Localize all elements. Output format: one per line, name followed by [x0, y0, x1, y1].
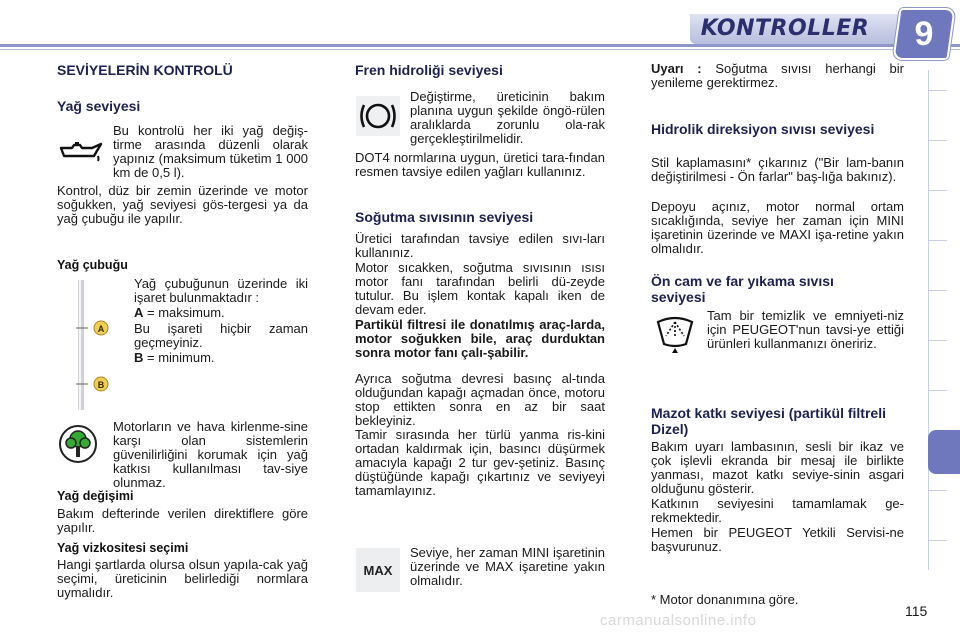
- chapter-badge: [892, 8, 955, 60]
- oil-level-heading: Yağ seviyesi: [57, 98, 141, 114]
- brake-fluid-text-2: DOT4 normlarına uygun, üretici tara-fından resmen tavsiye edilen yağları kullanınız.: [355, 150, 605, 179]
- diesel-additive-text-3: Hemen bir PEUGEOT Yetkili Servisi-ne başvurunuz.: [651, 525, 904, 554]
- diesel-additive-text-2: Katkının seviyesini tamamlamak ge-rekmektedir.: [651, 496, 904, 525]
- oil-change-heading: Yağ değişimi: [57, 489, 134, 503]
- coolant-particle-filter-warning: Partikül filtresi ile donatılmış araç-larda, motor soğukken bile, araç durduktan sonra motor fanı çalı-şabilir.: [355, 317, 605, 360]
- coolant-text-1: Üretici tarafından tavsiye edilen sıvı-ları kullanınız.: [355, 231, 605, 260]
- coolant-warning-note: Uyarı : Soğutma sıvısı herhangi bir yenileme gerektirmez.: [651, 61, 905, 90]
- footnote: * Motor donanımına göre.: [651, 592, 799, 607]
- side-chapter-tab[interactable]: [928, 430, 960, 474]
- watermark: carmanualsonline.info: [600, 612, 757, 629]
- washer-fluid-heading: Ön cam ve far yıkama sıvısı seviyesi: [651, 273, 834, 305]
- dipstick-min-line: B = minimum.: [134, 350, 215, 365]
- brake-warning-icon: [356, 96, 400, 136]
- section-title: SEVİYELERİN KONTROLÜ: [57, 62, 233, 78]
- coolant-text-2: Motor sıcakken, soğutma sıvısının ısısı motor fanı tarafından belirli dü-zeyde tutulur. Bu işlem kontak kapalı iken de devam eder.: [355, 260, 605, 317]
- dipstick-image: [70, 280, 112, 410]
- coolant-text-4: Ayrıca soğutma devresi basınç al-tında olduğundan kapağı açmadan önce, motoru stop ettikten sonra en az bir saat bekleyiniz.: [355, 371, 605, 428]
- dipstick-mark-a: A: [97, 324, 105, 334]
- washer-fluid-text: Tam bir temizlik ve emniyeti-niz için PEUGEOT'nun tavsi-ye ettiği ürünleri kullanmanızı öneririz.: [707, 308, 904, 351]
- header-rule: [0, 44, 960, 47]
- power-steering-text-1: Stil kaplamasını* çıkarınız ("Bir lam-banın değiştirilmesi - Ön farlar" baş-lığa bakınız).: [651, 155, 904, 184]
- viscosity-heading: Yağ vizkositesi seçimi: [57, 541, 189, 555]
- max-label-image: [356, 548, 400, 592]
- dipstick-text-1: Yağ çubuğunun üzerinde iki işaret bulunmaktadır :: [134, 276, 308, 305]
- chapter-number: 9: [914, 15, 934, 53]
- dipstick-heading: Yağ çubuğu: [57, 258, 128, 272]
- page-number: 115: [905, 603, 928, 619]
- coolant-heading: Soğutma sıvısının seviyesi: [355, 209, 534, 225]
- oil-change-text: Bakım defterinde verilen direktiflere göre yapılır.: [57, 506, 308, 535]
- coolant-text-5: Tamir sırasında her türlü yanma ris-kini ortadan kaldırmak için, basıncı düşürmek amacıyla kapağı 2 tur gev-şetiniz. Basınç düştüğünde kapağı çıkartınız ve seviyeyi tamamlayınız.: [355, 427, 605, 498]
- max-label-text: MAX: [363, 563, 393, 578]
- environment-tree-icon: [58, 424, 98, 464]
- brake-fluid-text-1: Değiştirme, üreticinin bakım planına uygun şekilde öngö-rülen aralıklarda zorunlu ola-rak gerçekleştirilmelidir.: [410, 89, 605, 146]
- diesel-additive-text-1: Bakım uyarı lambasının, sesli bir ikaz ve çok işlevli ekranda bir mesaj ile birlikte yanması, mazot katkı seviye-sinin asgari olduğunu gösterir.: [651, 439, 904, 496]
- oil-level-text-1: Bu kontrolü her iki yağ değiş-tirme arasında düzenli olarak yapınız (maksimum tüketim 1 000 km de 0,5 l).: [113, 123, 308, 180]
- dipstick-mark-b: B: [97, 380, 105, 390]
- header-rule-thin: [0, 49, 960, 50]
- dipstick-max-line: A = maksimum.: [134, 305, 225, 320]
- max-text: Seviye, her zaman MINI işaretinin üzerinde ve MAX işaretine yakın olmalıdır.: [410, 545, 605, 588]
- environment-text: Motorların ve hava kirlenme-sine karşı olan sistemlerin güvenilirliğini korumak için yağ katkısı kullanılması tav-siye olunmaz.: [113, 419, 308, 490]
- oil-level-text-2: Kontrol, düz bir zemin üzerinde ve motor soğukken, yağ seviyesi gös-tergesi ya da yağ çubuğu ile yapılır.: [57, 183, 308, 226]
- viscosity-text: Hangi şartlarda olursa olsun yapıla-cak yağ seçimi, üreticinin belirlediği normlara uymalıdır.: [57, 557, 308, 600]
- oil-can-icon: [58, 138, 104, 164]
- page-title: KONTROLLER: [700, 16, 870, 41]
- dipstick-text-2: Bu işareti hiçbir zaman geçmeyiniz.: [134, 321, 308, 350]
- brake-fluid-heading: Fren hidroliği seviyesi: [355, 62, 503, 78]
- power-steering-heading: Hidrolik direksiyon sıvısı seviyesi: [651, 121, 875, 137]
- diesel-additive-heading: Mazot katkı seviyesi (partikül filtreli Dizel): [651, 405, 886, 437]
- washer-fluid-icon: [652, 310, 698, 358]
- power-steering-text-2: Depoyu açınız, motor normal ortam sıcaklığında, seviye her zaman için MINI işaretinin üzerinde ve MAXI işa-retine yakın olmalıdır.: [651, 199, 904, 256]
- side-index: [928, 70, 947, 570]
